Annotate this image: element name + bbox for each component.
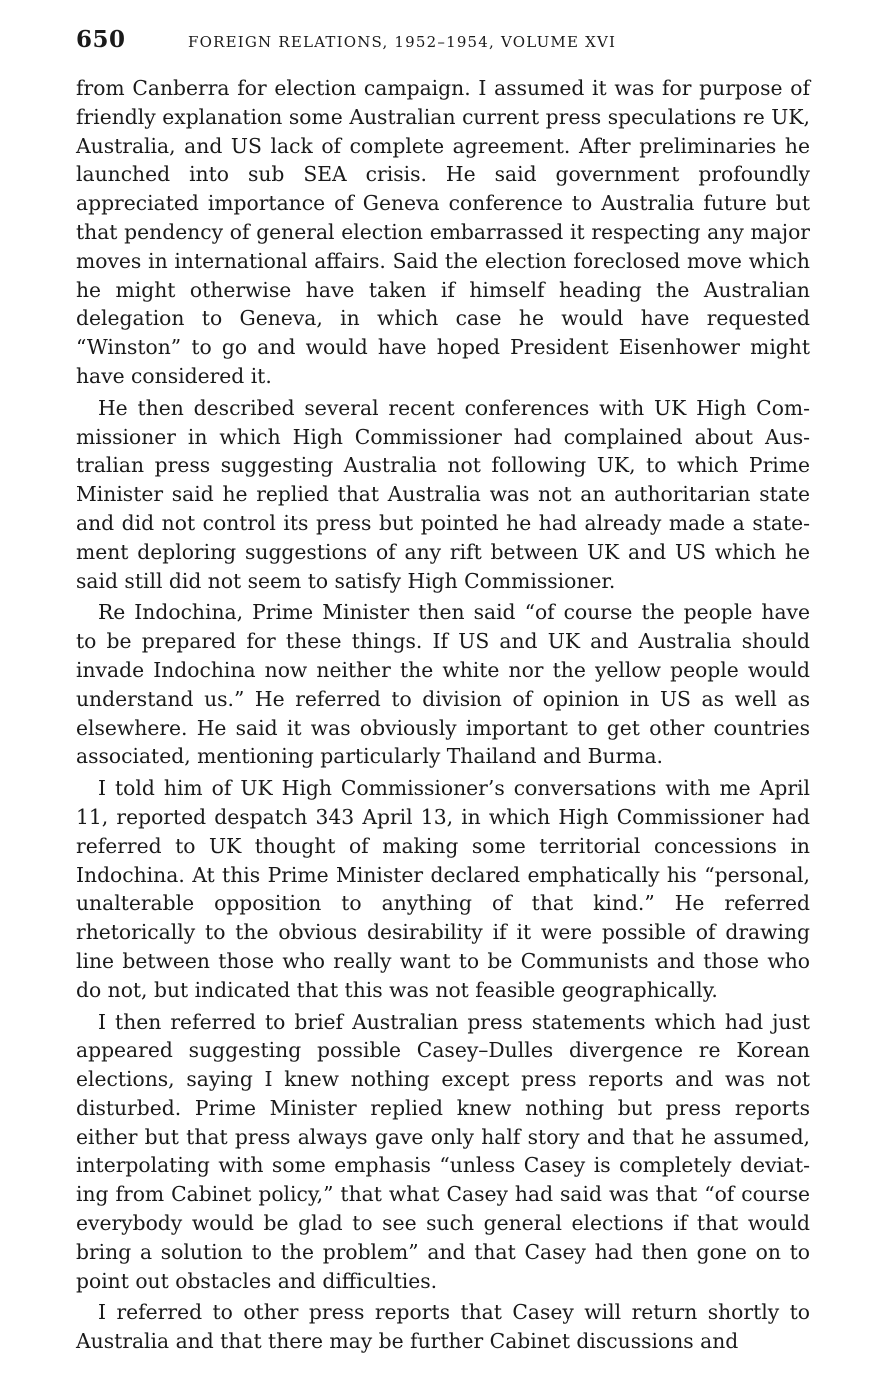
paragraph: Re Indochina, Prime Minister then said “of course the people have to be prepared for these things. If US and UK and Australia should invade Indochina now neither the white nor the yellow people would understand us.” He referred to division of opinion in US as well as elsewhere. He said it was obviously important to get other countries associated, mentioning particularly Thailand and Burma. [76,600,810,769]
paragraph: He then described several recent conferences with UK High Commissioner in which High Commissioner had complained about Australian press suggesting Australia not following UK, to which Prime Minister said he replied that Australia was not an authoritarian state and did not control its press but pointed he had already made a statement deploring suggestions of any rift between UK and US which he said still did not seem to satisfy High Commissioner. [76,395,810,593]
paragraph: I told him of UK High Commissioner’s conversations with me April 11, reported despatch 343 April 13, in which High Commissioner had referred to UK thought of making some territorial concessions in Indochina. At this Prime Minister declared emphatically his “personal, unalterable opposition to anything of that kind.” He referred rhetorically to the obvious desirability if it were possible of drawing line between those who really want to be Communists and those who do not, but indicated that this was not feasible geographically. [76,776,810,1002]
paragraph: I then referred to brief Australian press statements which had just appeared suggesting possible Casey–Dulles divergence re Korean elections, saying I knew nothing except press reports and was not disturbed. Prime Minister replied knew nothing but press reports either but that press always gave only half story and that he assumed, interpolating with some emphasis “unless Casey is completely deviating from Cabinet policy,” that what Casey had said was that “of course everybody would be glad to see such general elections if that would bring a solution to the problem” and that Casey had then gone on to point out obstacles and difficulties. [76,1009,810,1293]
running-title: FOREIGN RELATIONS, 1952–1954, VOLUME XVI [188,33,617,51]
paragraph-continued: from Canberra for election campaign. I assumed it was for purpose of friendly explanation some Australian current press speculations re UK, Australia, and US lack of complete agreement. After preliminaries he launched into sub SEA crisis. He said government profoundly appreciated importance of Geneva conference to Australia future but that pendency of general election embarrassed it respecting any major moves in international affairs. Said the election foreclosed move which he might otherwise have taken if himself heading the Australian delegation to Geneva, in which case he would have requested “Winston” to go and would have hoped President Eisenhower might have considered it. [76,76,810,388]
running-header [76,26,810,60]
document-page [76,26,810,1356]
page-number: 650 [76,26,126,53]
paragraph: I referred to other press reports that Casey will return shortly to Australia and that there may be further Cabinet discussions and [76,1300,810,1354]
body-text [76,74,810,1356]
